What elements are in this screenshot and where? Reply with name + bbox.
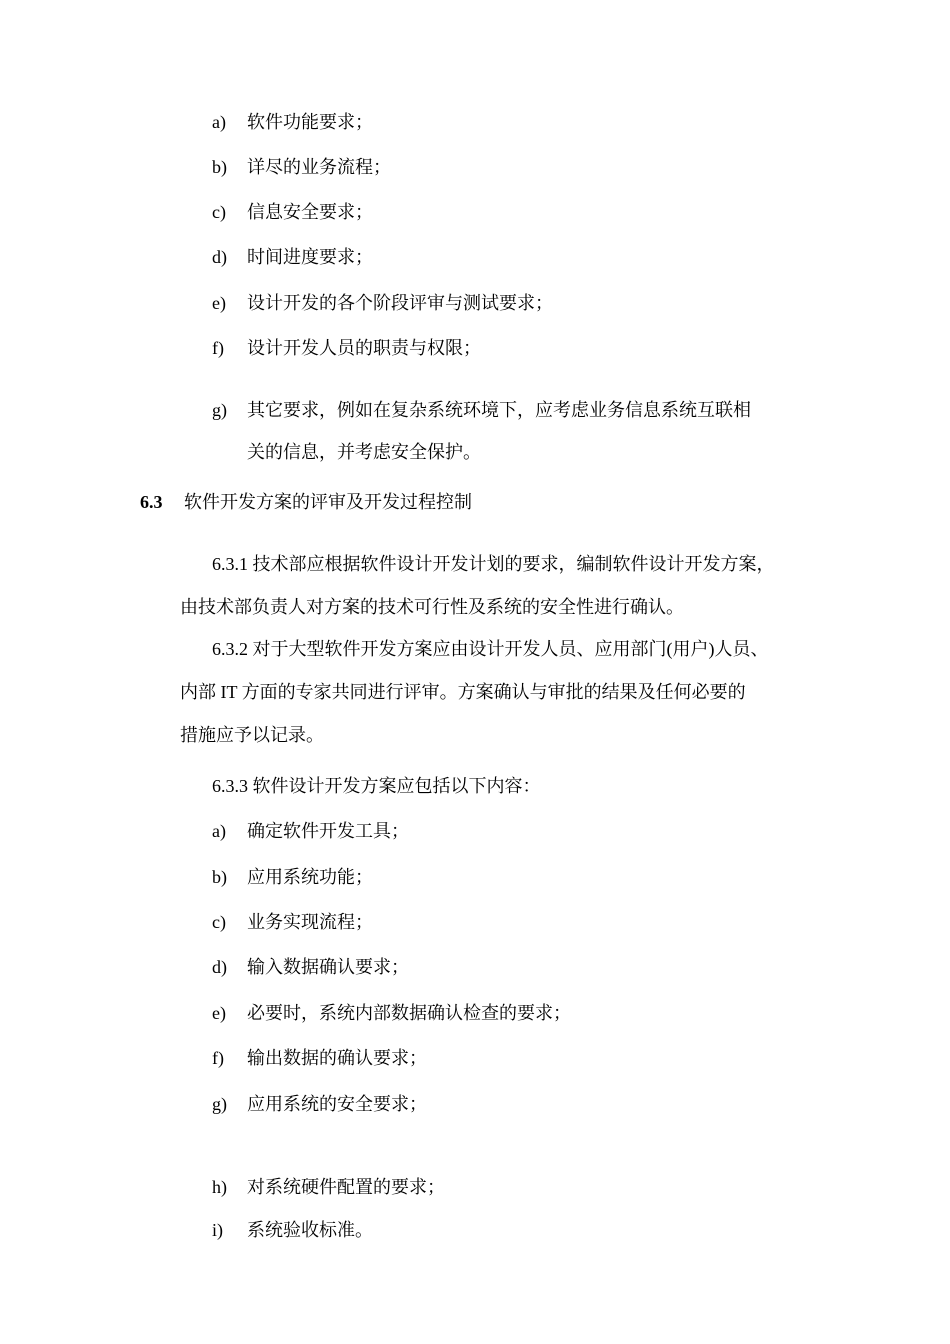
section-title: 软件开发方案的评审及开发过程控制 xyxy=(184,492,472,512)
list-marker: a) xyxy=(212,112,226,132)
list-marker: c) xyxy=(212,202,226,222)
list-marker: e) xyxy=(212,293,226,313)
list-item-text: 详尽的业务流程； xyxy=(247,157,391,177)
list-item-text: 应用系统功能； xyxy=(247,867,373,887)
list-item-text: 输入数据确认要求； xyxy=(247,957,409,977)
list-marker: b) xyxy=(212,867,227,887)
list-item-text: 软件功能要求； xyxy=(247,112,373,132)
list-marker: f) xyxy=(212,338,224,358)
list-item-text: 系统验收标准。 xyxy=(247,1220,373,1240)
list-marker: a) xyxy=(212,821,226,841)
list-item-text: 必要时，系统内部数据确认检查的要求； xyxy=(247,1003,571,1023)
list-marker: i) xyxy=(212,1220,223,1240)
list-marker: g) xyxy=(212,400,227,420)
list-marker: c) xyxy=(212,912,226,932)
paragraph-line: 6.3.3 软件设计开发方案应包括以下内容： xyxy=(212,776,541,796)
list-marker: d) xyxy=(212,247,227,267)
list-marker: g) xyxy=(212,1094,227,1114)
list-marker: f) xyxy=(212,1048,224,1068)
list-item-text: 确定软件开发工具； xyxy=(247,821,409,841)
list-item-text: 业务实现流程； xyxy=(247,912,373,932)
list-item-text: 信息安全要求； xyxy=(247,202,373,222)
list-item-text-continued: 关的信息，并考虑安全保护。 xyxy=(247,442,481,462)
list-item-text: 对系统硬件配置的要求； xyxy=(247,1177,445,1197)
list-item-text: 输出数据的确认要求； xyxy=(247,1048,427,1068)
paragraph-line: 措施应予以记录。 xyxy=(180,725,324,745)
section-number: 6.3 xyxy=(140,492,163,512)
paragraph-line: 由技术部负责人对方案的技术可行性及系统的安全性进行确认。 xyxy=(180,597,684,617)
list-item-text: 其它要求，例如在复杂系统环境下，应考虑业务信息系统互联相 xyxy=(247,400,751,420)
paragraph-line: 6.3.2 对于大型软件开发方案应由设计开发人员、应用部门(用户)人员、 xyxy=(212,639,769,659)
list-marker: e) xyxy=(212,1003,226,1023)
list-item-text: 应用系统的安全要求； xyxy=(247,1094,427,1114)
list-item-text: 设计开发的各个阶段评审与测试要求； xyxy=(247,293,553,313)
paragraph-line: 内部 IT 方面的专家共同进行评审。方案确认与审批的结果及任何必要的 xyxy=(180,682,746,702)
paragraph-line: 6.3.1 技术部应根据软件设计开发计划的要求，编制软件设计开发方案， xyxy=(212,554,775,574)
list-item-text: 时间进度要求； xyxy=(247,247,373,267)
list-marker: b) xyxy=(212,157,227,177)
list-marker: h) xyxy=(212,1177,227,1197)
list-item-text: 设计开发人员的职责与权限； xyxy=(247,338,481,358)
list-marker: d) xyxy=(212,957,227,977)
